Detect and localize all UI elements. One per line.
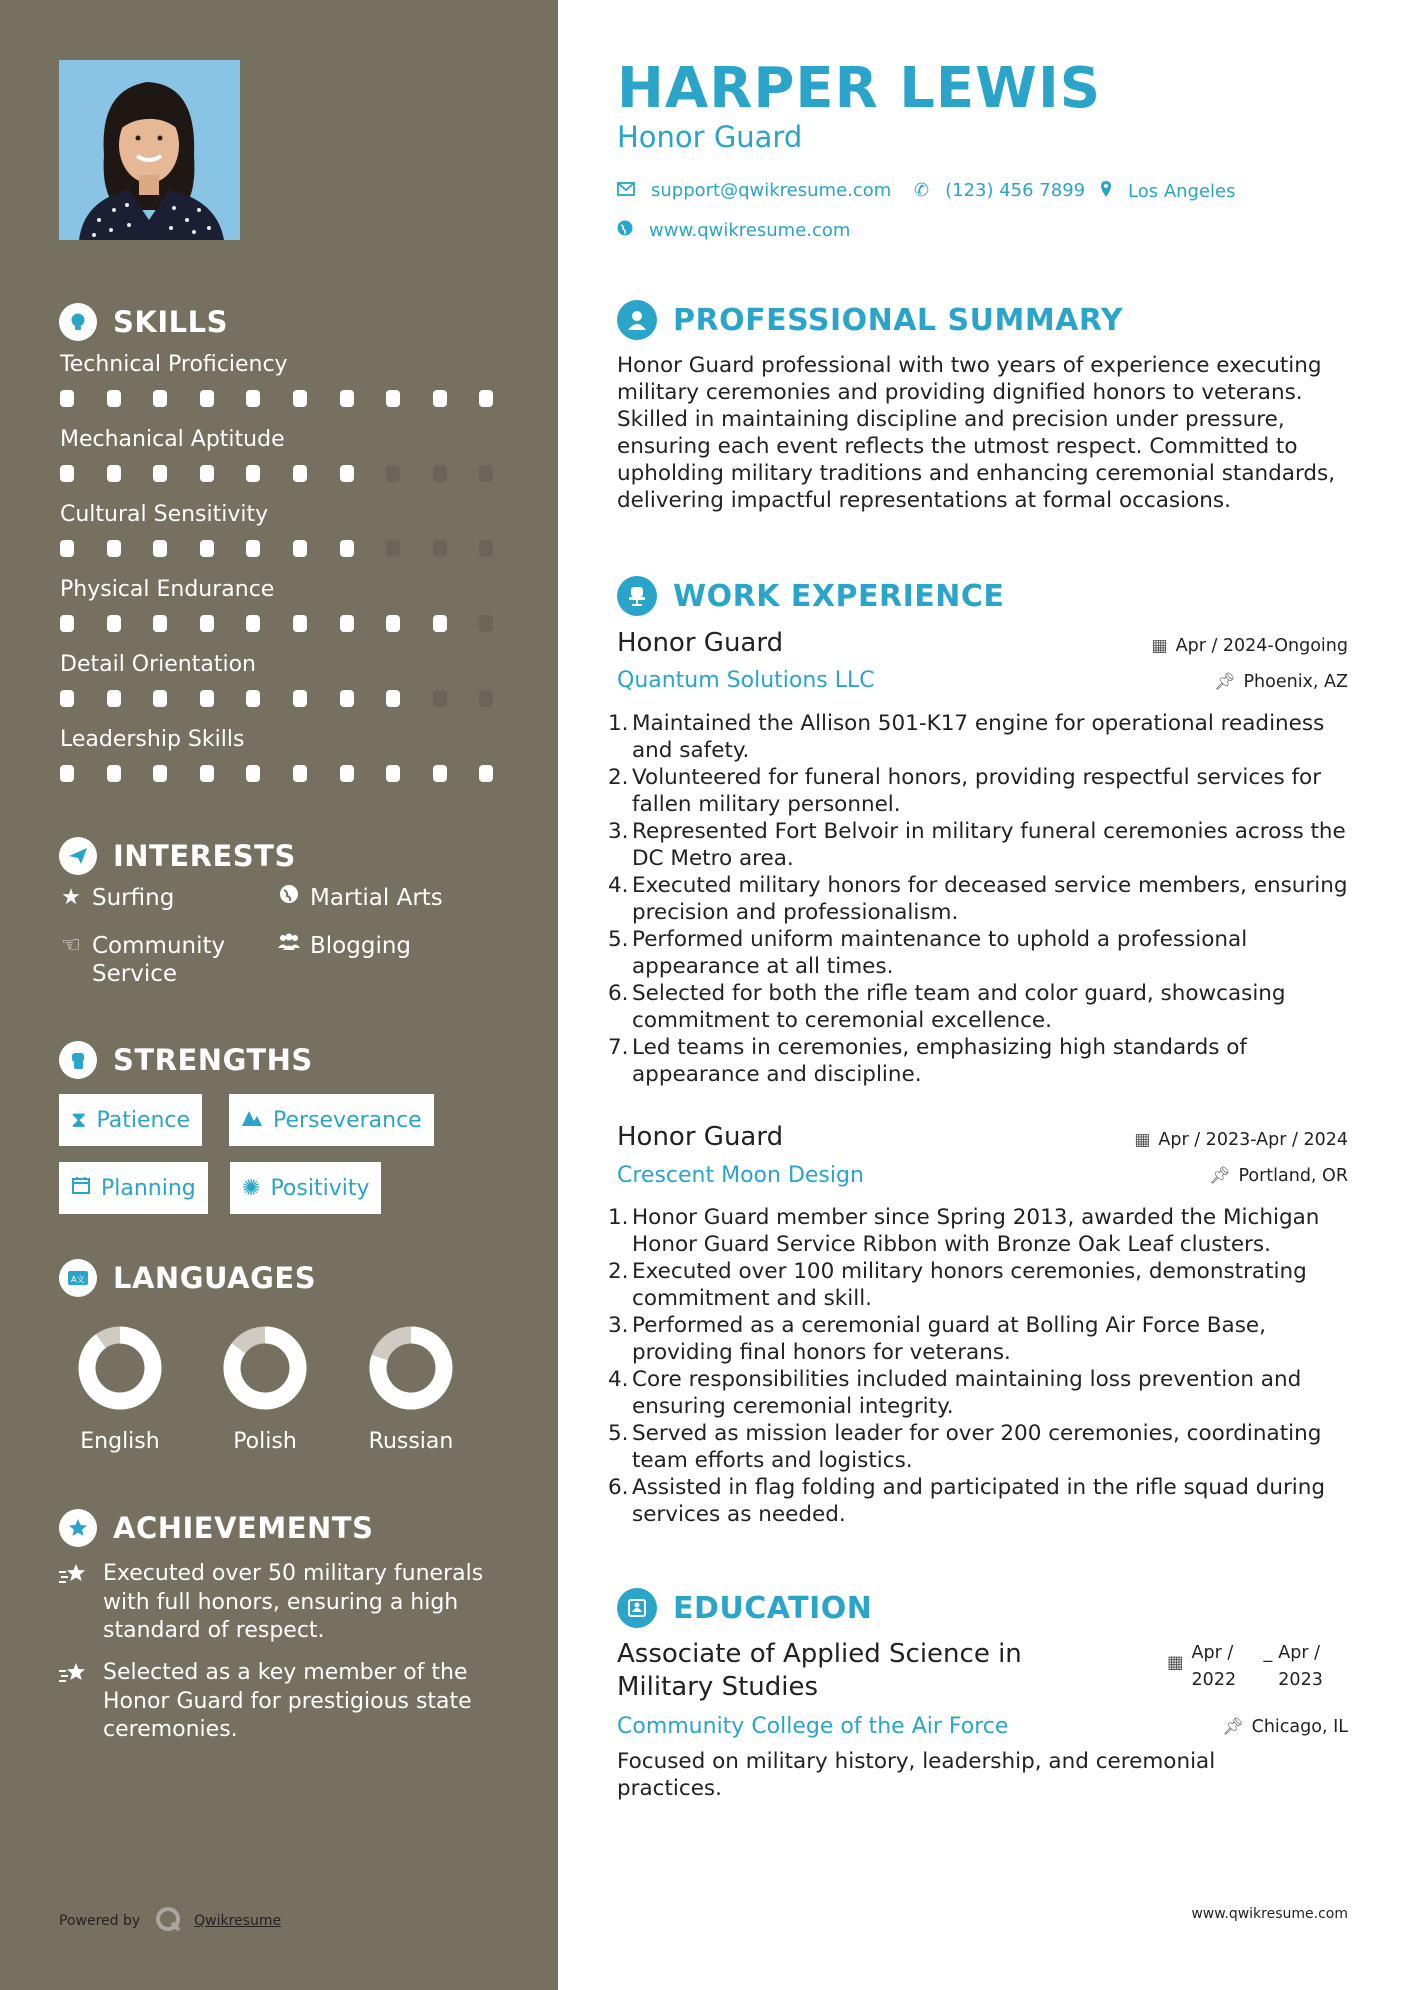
users-icon <box>276 932 302 960</box>
strength-chip: ⧗ Patience <box>59 1094 202 1146</box>
interest-item: Blogging <box>276 932 411 960</box>
strength-chip: Perseverance <box>229 1094 434 1146</box>
rating-dot <box>60 390 74 407</box>
rating-dot <box>200 465 214 482</box>
skill-name: Cultural Sensitivity <box>60 502 269 527</box>
achievement-item: Selected as a key member of the Honor Guard for prestigious state ceremonies. <box>58 1659 498 1745</box>
job-company: Quantum Solutions LLC <box>617 668 875 693</box>
job-bullet: 3. Represented Fort Belvoir in military funeral ceremonies across the DC Metro area. <box>608 819 1346 871</box>
rating-dot <box>200 690 214 707</box>
rating-dot <box>293 390 307 407</box>
rating-dot <box>433 765 447 782</box>
graduation-icon <box>617 1588 657 1628</box>
rating-dot <box>200 765 214 782</box>
job-location: 📌︎ Portland, OR <box>1208 1166 1348 1186</box>
rating-dot <box>107 540 121 557</box>
job-dates: ▦ Apr / 2024-Ongoing <box>1151 636 1348 656</box>
rating-dot <box>293 690 307 707</box>
skill-name: Mechanical Aptitude <box>60 427 285 452</box>
envelope-icon <box>617 180 635 201</box>
skill-name: Leadership Skills <box>60 727 245 752</box>
footer-website[interactable]: www.qwikresume.com <box>1191 1906 1348 1922</box>
contact-email[interactable]: support@qwikresume.com <box>617 180 891 201</box>
rating-dot <box>60 540 74 557</box>
language-ring <box>223 1326 307 1410</box>
skill-name: Physical Endurance <box>60 577 275 602</box>
sidebar <box>0 0 558 1990</box>
job-responsibilities <box>608 1204 1368 1528</box>
rating-dot <box>340 615 354 632</box>
rating-dot <box>107 465 121 482</box>
rating-dot <box>479 690 493 707</box>
shooting-star-icon <box>58 1560 90 1646</box>
rating-dot <box>200 390 214 407</box>
svg-text:A文: A文 <box>71 1275 85 1284</box>
qwikresume-link[interactable]: Qwikresume <box>194 1913 282 1929</box>
language-proficiency-arc <box>87 1335 153 1401</box>
sun-icon: ✺ <box>242 1175 261 1201</box>
rating-dot <box>386 690 400 707</box>
globe-icon <box>617 220 633 241</box>
user-icon <box>617 300 657 340</box>
job-title: Honor Guard <box>617 1122 784 1152</box>
rating-dot <box>246 465 260 482</box>
skill-name: Technical Proficiency <box>60 352 288 377</box>
rating-dot <box>153 465 167 482</box>
achievements-title: ACHIEVEMENTS <box>113 1511 374 1545</box>
interest-item: ☜ Community Service <box>58 932 258 988</box>
rating-dot <box>479 540 493 557</box>
job-location: 📌︎ Phoenix, AZ <box>1213 672 1348 692</box>
shooting-star-icon <box>58 1659 90 1745</box>
contact-location: Los Angeles <box>1100 180 1236 203</box>
candidate-name: HARPER LEWIS <box>617 56 1102 121</box>
job-bullet: 5. Performed uniform maintenance to uphold a professional appearance at all times. <box>608 927 1248 979</box>
rating-dot <box>479 465 493 482</box>
rating-dot <box>386 765 400 782</box>
job-bullet: 4. Executed military honors for deceased service members, ensuring precision and professionalism. <box>608 873 1348 925</box>
pin-icon: 📌︎ <box>1213 672 1236 692</box>
rating-dot <box>60 690 74 707</box>
strength-chip: ✺ Positivity <box>230 1162 381 1214</box>
rating-dot <box>386 540 400 557</box>
rating-dot <box>200 615 214 632</box>
school-name: Community College of the Air Force <box>617 1714 1009 1739</box>
skill-rating <box>60 390 526 407</box>
rating-dot <box>433 540 447 557</box>
language-icon <box>59 1259 97 1297</box>
calendar-icon: ▦ <box>1167 1653 1184 1673</box>
skill-rating <box>60 690 526 707</box>
language-ring <box>78 1326 162 1410</box>
rating-dot <box>293 540 307 557</box>
rating-dot <box>340 765 354 782</box>
rating-dot <box>153 615 167 632</box>
language-label: Polish <box>233 1429 297 1454</box>
education-heading <box>617 1588 872 1628</box>
job-bullet: 1. Maintained the Allison 501-K17 engine for operational readiness and safety. <box>608 711 1325 763</box>
rating-dot <box>340 540 354 557</box>
rating-dot <box>246 690 260 707</box>
experience-heading <box>617 576 1004 616</box>
star-badge-icon <box>59 1509 97 1547</box>
job-bullet: 7. Led teams in ceremonies, emphasizing high standards of appearance and discipline. <box>608 1035 1247 1087</box>
summary-title: PROFESSIONAL SUMMARY <box>673 302 1124 338</box>
job-title: Honor Guard <box>617 628 784 658</box>
job-bullet: 2. Volunteered for funeral honors, providing respectful services for fallen military personnel. <box>608 765 1322 817</box>
interests-title: INTERESTS <box>113 839 296 873</box>
rating-dot <box>60 615 74 632</box>
skills-title: SKILLS <box>113 305 228 339</box>
job-bullet: 6. Selected for both the rifle team and color guard, showcasing commitment to ceremonial excellence. <box>608 981 1286 1033</box>
calendar-icon: ▦ <box>1151 636 1168 656</box>
achievements-heading <box>59 1508 373 1548</box>
paper-plane-icon <box>59 837 97 875</box>
rating-dot <box>386 465 400 482</box>
lightbulb-icon <box>59 303 97 341</box>
main-content <box>558 0 1407 1990</box>
rating-dot <box>246 540 260 557</box>
hourglass-icon: ⧗ <box>71 1107 87 1133</box>
degree-title: Associate of Applied Science in Military Studies <box>617 1639 1022 1702</box>
rating-dot <box>293 765 307 782</box>
rating-dot <box>479 615 493 632</box>
contact-phone[interactable]: ✆ (123) 456 7899 <box>914 180 1086 201</box>
language-ring <box>369 1326 453 1410</box>
languages-title: LANGUAGES <box>113 1261 317 1295</box>
fist-icon <box>59 1041 97 1079</box>
skill-rating <box>60 465 526 482</box>
rating-dot <box>293 615 307 632</box>
contact-website[interactable]: www.qwikresume.com <box>617 220 850 241</box>
rating-dot <box>246 390 260 407</box>
rating-dot <box>479 390 493 407</box>
rating-dot <box>386 615 400 632</box>
phone-icon: ✆ <box>914 180 930 201</box>
hand-icon: ☜ <box>61 933 81 958</box>
rating-dot <box>107 765 121 782</box>
rating-dot <box>153 390 167 407</box>
calendar-icon: ▦ <box>1134 1130 1151 1150</box>
rating-dot <box>433 690 447 707</box>
rating-dot <box>340 690 354 707</box>
job-bullet: 2. Executed over 100 military honors ceremonies, demonstrating commitment and skill. <box>608 1259 1307 1311</box>
skill-rating <box>60 765 526 782</box>
education-title: EDUCATION <box>673 1590 873 1626</box>
rating-dot <box>479 765 493 782</box>
rating-dot <box>107 615 121 632</box>
experience-title: WORK EXPERIENCE <box>673 578 1005 614</box>
job-bullet: 3. Performed as a ceremonial guard at Bolling Air Force Base, providing final honors for veterans. <box>608 1313 1266 1365</box>
summary-text: Honor Guard professional with two years of experience executing military ceremonies and providing dignified honors to veterans. Skilled in maintaining discipline and precision under pressure, ensuring each event reflects the utmost respect. Committed to upholding military traditions and enhancing ceremonial standards, delivering impactful representations at formal occasions. <box>617 353 1336 513</box>
chair-icon <box>617 576 657 616</box>
candidate-role: Honor Guard <box>617 120 803 154</box>
rating-dot <box>60 465 74 482</box>
rating-dot <box>433 465 447 482</box>
education-text: Focused on military history, leadership, and ceremonial practices. <box>617 1749 1216 1801</box>
rating-dot <box>433 390 447 407</box>
job-dates: ▦ Apr / 2023-Apr / 2024 <box>1134 1130 1348 1150</box>
strength-chip: Planning <box>59 1162 208 1214</box>
job-bullet: 1. Honor Guard member since Spring 2013, awarded the Michigan Honor Guard Service Ribbon with Bronze Oak Leaf clusters. <box>608 1205 1320 1257</box>
rating-dot <box>340 390 354 407</box>
pin-icon: 📌︎ <box>1208 1166 1231 1186</box>
interest-item: Martial Arts <box>276 884 443 912</box>
language-label: Russian <box>368 1429 454 1454</box>
education-dates: ▦ Apr / 2022 _ Apr / 2023 <box>1167 1640 1338 1694</box>
rating-dot <box>107 690 121 707</box>
achievement-item: Executed over 50 military funerals with full honors, ensuring a high standard of respect. <box>58 1560 498 1646</box>
calendar-icon <box>71 1175 91 1201</box>
interests-heading <box>59 836 296 876</box>
map-marker-icon <box>1100 180 1112 203</box>
rating-dot <box>386 390 400 407</box>
strengths-heading <box>59 1040 313 1080</box>
powered-by: Powered by Qwikresume <box>59 1905 281 1937</box>
rating-dot <box>293 465 307 482</box>
skills-heading <box>59 302 228 342</box>
job-bullet: 6. Assisted in flag folding and participated in the rifle squad during services as needed. <box>608 1475 1326 1527</box>
skill-rating <box>60 615 526 632</box>
rating-dot <box>200 540 214 557</box>
rating-dot <box>246 765 260 782</box>
education-location: 📌︎ Chicago, IL <box>1222 1717 1348 1737</box>
star-icon: ★ <box>61 885 81 910</box>
rating-dot <box>60 765 74 782</box>
language-label: English <box>80 1429 160 1454</box>
qwikresume-logo-icon <box>154 1905 182 1937</box>
rating-dot <box>340 465 354 482</box>
skill-name: Detail Orientation <box>60 652 257 677</box>
interest-item: ★ Surfing <box>58 884 174 912</box>
summary-heading <box>617 300 1123 340</box>
job-responsibilities <box>608 710 1368 1088</box>
rating-dot <box>246 615 260 632</box>
languages-heading <box>59 1258 316 1298</box>
strengths-title: STRENGTHS <box>113 1043 313 1077</box>
rating-dot <box>153 690 167 707</box>
rating-dot <box>153 540 167 557</box>
climber-icon <box>241 1108 263 1133</box>
skill-rating <box>60 540 526 557</box>
job-company: Crescent Moon Design <box>617 1163 864 1188</box>
rating-dot <box>433 615 447 632</box>
globe-icon <box>276 884 302 912</box>
job-bullet: 4. Core responsibilities included maintaining loss prevention and ensuring ceremonial integrity. <box>608 1367 1302 1419</box>
rating-dot <box>107 390 121 407</box>
profile-photo <box>59 60 240 240</box>
pin-icon: 📌︎ <box>1222 1717 1244 1737</box>
job-bullet: 5. Served as mission leader for over 200 ceremonies, coordinating team efforts and logistics. <box>608 1421 1322 1473</box>
rating-dot <box>153 765 167 782</box>
